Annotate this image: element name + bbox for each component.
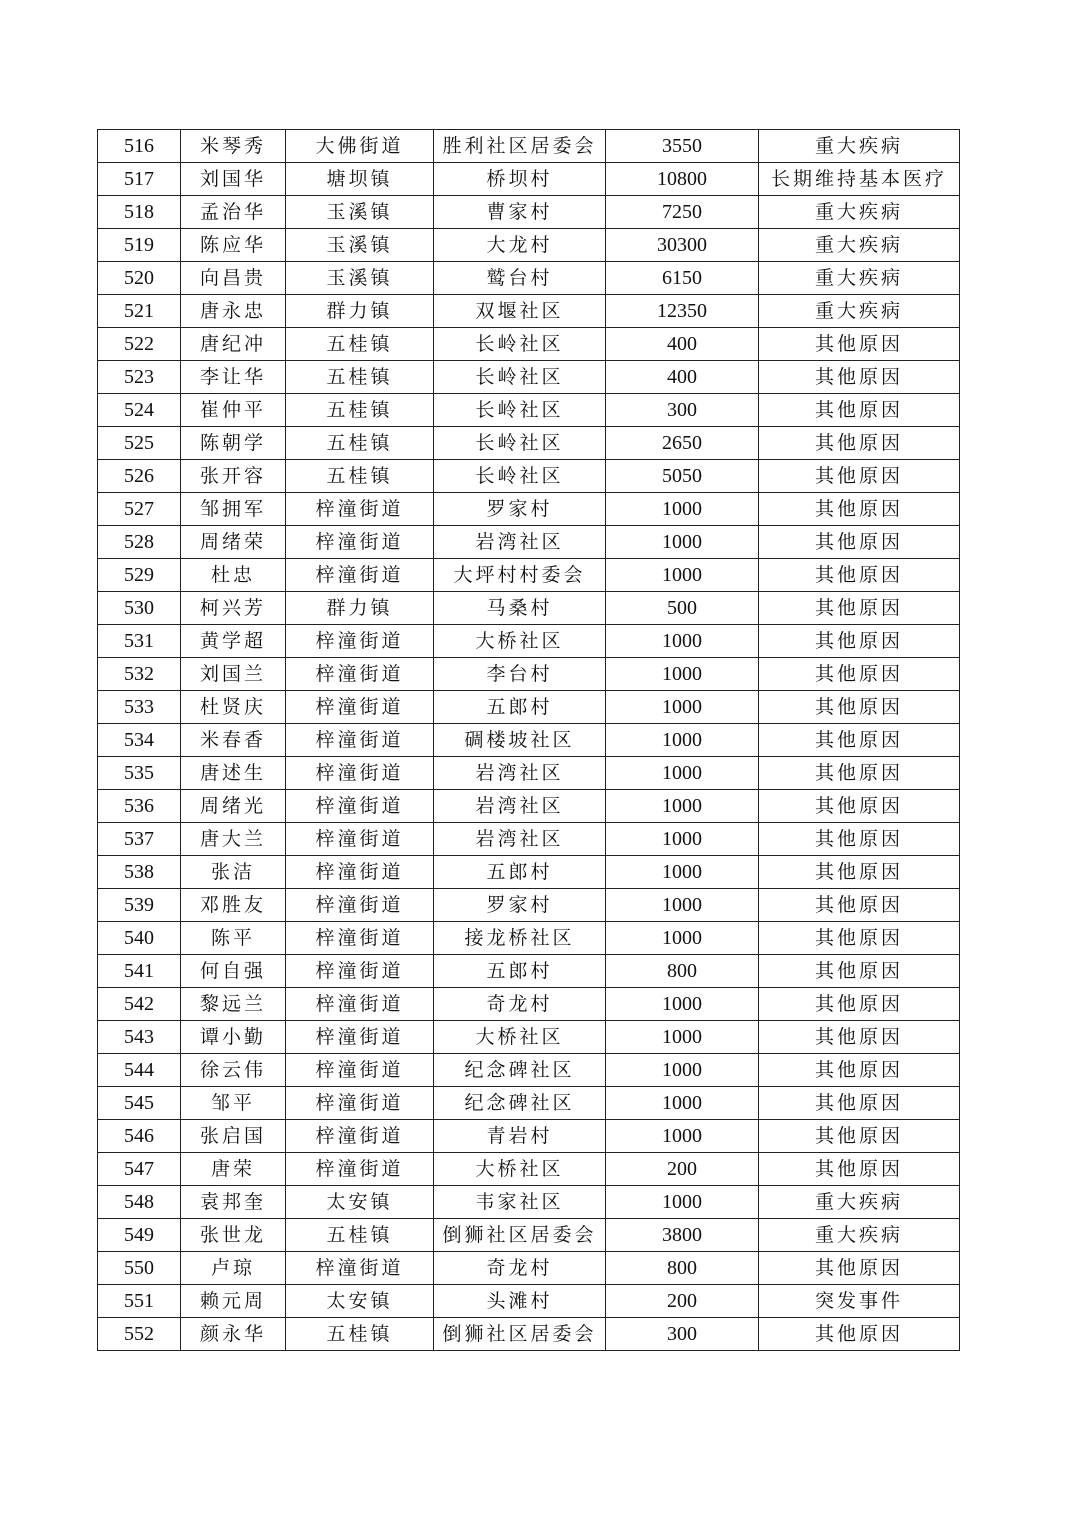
cell-row-number: 523 [98, 361, 181, 394]
cell-amount: 1000 [606, 856, 759, 889]
cell-amount: 1000 [606, 1186, 759, 1219]
cell-name: 向昌贵 [181, 262, 286, 295]
cell-amount: 800 [606, 1252, 759, 1285]
cell-reason: 其他原因 [759, 1087, 960, 1120]
cell-town: 玉溪镇 [286, 262, 434, 295]
cell-community: 大桥社区 [434, 625, 606, 658]
cell-amount: 1000 [606, 559, 759, 592]
cell-amount: 1000 [606, 988, 759, 1021]
table-row [98, 691, 960, 724]
cell-amount: 1000 [606, 1120, 759, 1153]
cell-community: 鹫台村 [434, 262, 606, 295]
cell-name: 周绪光 [181, 790, 286, 823]
table-row [98, 394, 960, 427]
cell-reason: 其他原因 [759, 790, 960, 823]
table-row [98, 625, 960, 658]
cell-row-number: 547 [98, 1153, 181, 1186]
cell-amount: 1000 [606, 790, 759, 823]
table-row [98, 361, 960, 394]
cell-row-number: 532 [98, 658, 181, 691]
table-row [98, 1219, 960, 1252]
cell-town: 五桂镇 [286, 361, 434, 394]
cell-town: 梓潼街道 [286, 1087, 434, 1120]
cell-row-number: 540 [98, 922, 181, 955]
cell-name: 张洁 [181, 856, 286, 889]
cell-name: 唐纪冲 [181, 328, 286, 361]
cell-amount: 7250 [606, 196, 759, 229]
cell-community: 青岩村 [434, 1120, 606, 1153]
cell-town: 梓潼街道 [286, 823, 434, 856]
cell-name: 陈朝学 [181, 427, 286, 460]
cell-row-number: 524 [98, 394, 181, 427]
table-row [98, 328, 960, 361]
cell-row-number: 541 [98, 955, 181, 988]
cell-town: 太安镇 [286, 1186, 434, 1219]
table-row [98, 856, 960, 889]
cell-reason: 重大疾病 [759, 130, 960, 163]
cell-reason: 其他原因 [759, 460, 960, 493]
cell-name: 李让华 [181, 361, 286, 394]
table-row [98, 790, 960, 823]
cell-community: 胜利社区居委会 [434, 130, 606, 163]
cell-reason: 重大疾病 [759, 229, 960, 262]
cell-name: 崔仲平 [181, 394, 286, 427]
cell-amount: 200 [606, 1153, 759, 1186]
cell-amount: 300 [606, 394, 759, 427]
cell-row-number: 531 [98, 625, 181, 658]
cell-amount: 1000 [606, 922, 759, 955]
cell-town: 梓潼街道 [286, 724, 434, 757]
cell-reason: 重大疾病 [759, 262, 960, 295]
cell-amount: 400 [606, 328, 759, 361]
cell-row-number: 530 [98, 592, 181, 625]
cell-town: 群力镇 [286, 592, 434, 625]
cell-reason: 其他原因 [759, 856, 960, 889]
cell-amount: 800 [606, 955, 759, 988]
table-row [98, 493, 960, 526]
cell-name: 何自强 [181, 955, 286, 988]
table-row [98, 988, 960, 1021]
table-row [98, 1318, 960, 1351]
cell-reason: 其他原因 [759, 658, 960, 691]
cell-community: 奇龙村 [434, 1252, 606, 1285]
cell-reason: 其他原因 [759, 328, 960, 361]
cell-row-number: 537 [98, 823, 181, 856]
cell-name: 邹平 [181, 1087, 286, 1120]
table-row [98, 163, 960, 196]
table-row [98, 130, 960, 163]
cell-community: 碉楼坡社区 [434, 724, 606, 757]
cell-community: 岩湾社区 [434, 757, 606, 790]
cell-row-number: 549 [98, 1219, 181, 1252]
cell-amount: 1000 [606, 889, 759, 922]
cell-reason: 其他原因 [759, 394, 960, 427]
table-row [98, 427, 960, 460]
cell-amount: 3550 [606, 130, 759, 163]
cell-name: 孟治华 [181, 196, 286, 229]
cell-community: 长岭社区 [434, 427, 606, 460]
cell-reason: 其他原因 [759, 889, 960, 922]
cell-row-number: 525 [98, 427, 181, 460]
cell-town: 五桂镇 [286, 394, 434, 427]
cell-community: 纪念碑社区 [434, 1087, 606, 1120]
cell-row-number: 538 [98, 856, 181, 889]
cell-name: 杜贤庆 [181, 691, 286, 724]
cell-town: 玉溪镇 [286, 196, 434, 229]
cell-name: 刘国兰 [181, 658, 286, 691]
cell-name: 张世龙 [181, 1219, 286, 1252]
cell-reason: 其他原因 [759, 361, 960, 394]
cell-amount: 1000 [606, 1054, 759, 1087]
cell-row-number: 521 [98, 295, 181, 328]
cell-name: 张开容 [181, 460, 286, 493]
table-row [98, 295, 960, 328]
cell-name: 柯兴芳 [181, 592, 286, 625]
cell-town: 梓潼街道 [286, 658, 434, 691]
table-row [98, 823, 960, 856]
cell-town: 玉溪镇 [286, 229, 434, 262]
cell-community: 倒狮社区居委会 [434, 1318, 606, 1351]
cell-reason: 重大疾病 [759, 295, 960, 328]
table-body [98, 130, 960, 1351]
cell-row-number: 548 [98, 1186, 181, 1219]
cell-community: 大龙村 [434, 229, 606, 262]
cell-row-number: 542 [98, 988, 181, 1021]
cell-reason: 其他原因 [759, 1153, 960, 1186]
cell-name: 徐云伟 [181, 1054, 286, 1087]
cell-name: 颜永华 [181, 1318, 286, 1351]
table-row [98, 460, 960, 493]
cell-row-number: 544 [98, 1054, 181, 1087]
cell-row-number: 529 [98, 559, 181, 592]
cell-name: 唐述生 [181, 757, 286, 790]
cell-amount: 5050 [606, 460, 759, 493]
cell-community: 桥坝村 [434, 163, 606, 196]
cell-reason: 其他原因 [759, 757, 960, 790]
cell-name: 邓胜友 [181, 889, 286, 922]
cell-row-number: 520 [98, 262, 181, 295]
cell-amount: 1000 [606, 658, 759, 691]
cell-town: 大佛街道 [286, 130, 434, 163]
cell-town: 梓潼街道 [286, 1054, 434, 1087]
cell-town: 梓潼街道 [286, 922, 434, 955]
cell-name: 陈应华 [181, 229, 286, 262]
cell-row-number: 516 [98, 130, 181, 163]
cell-amount: 400 [606, 361, 759, 394]
cell-community: 岩湾社区 [434, 823, 606, 856]
assistance-table [97, 129, 960, 1351]
cell-name: 周绪荣 [181, 526, 286, 559]
cell-name: 米春香 [181, 724, 286, 757]
cell-community: 双堰社区 [434, 295, 606, 328]
table-row [98, 262, 960, 295]
cell-reason: 其他原因 [759, 955, 960, 988]
cell-name: 唐永忠 [181, 295, 286, 328]
cell-town: 梓潼街道 [286, 790, 434, 823]
cell-reason: 其他原因 [759, 823, 960, 856]
cell-town: 五桂镇 [286, 328, 434, 361]
cell-reason: 其他原因 [759, 1252, 960, 1285]
cell-amount: 1000 [606, 691, 759, 724]
cell-row-number: 534 [98, 724, 181, 757]
cell-community: 接龙桥社区 [434, 922, 606, 955]
cell-reason: 其他原因 [759, 691, 960, 724]
cell-community: 大桥社区 [434, 1021, 606, 1054]
cell-reason: 其他原因 [759, 559, 960, 592]
cell-community: 纪念碑社区 [434, 1054, 606, 1087]
cell-community: 五郎村 [434, 955, 606, 988]
cell-name: 袁邦奎 [181, 1186, 286, 1219]
cell-reason: 其他原因 [759, 625, 960, 658]
table-row [98, 1252, 960, 1285]
cell-community: 罗家村 [434, 493, 606, 526]
cell-town: 梓潼街道 [286, 625, 434, 658]
cell-name: 黎远兰 [181, 988, 286, 1021]
cell-amount: 200 [606, 1285, 759, 1318]
cell-row-number: 552 [98, 1318, 181, 1351]
cell-row-number: 536 [98, 790, 181, 823]
cell-amount: 1000 [606, 823, 759, 856]
cell-community: 五郎村 [434, 856, 606, 889]
table-row [98, 757, 960, 790]
cell-reason: 重大疾病 [759, 196, 960, 229]
table-row [98, 1087, 960, 1120]
cell-row-number: 522 [98, 328, 181, 361]
cell-amount: 12350 [606, 295, 759, 328]
cell-community: 岩湾社区 [434, 526, 606, 559]
cell-town: 梓潼街道 [286, 1021, 434, 1054]
cell-community: 曹家村 [434, 196, 606, 229]
cell-name: 唐大兰 [181, 823, 286, 856]
cell-amount: 1000 [606, 1087, 759, 1120]
table-row [98, 526, 960, 559]
cell-row-number: 543 [98, 1021, 181, 1054]
cell-name: 米琴秀 [181, 130, 286, 163]
table-row [98, 658, 960, 691]
cell-town: 梓潼街道 [286, 856, 434, 889]
cell-community: 大桥社区 [434, 1153, 606, 1186]
cell-amount: 300 [606, 1318, 759, 1351]
table-row [98, 1153, 960, 1186]
cell-community: 长岭社区 [434, 394, 606, 427]
cell-community: 罗家村 [434, 889, 606, 922]
cell-community: 李台村 [434, 658, 606, 691]
table-row [98, 196, 960, 229]
table-row [98, 1054, 960, 1087]
cell-row-number: 518 [98, 196, 181, 229]
cell-row-number: 535 [98, 757, 181, 790]
cell-town: 五桂镇 [286, 1318, 434, 1351]
cell-amount: 10800 [606, 163, 759, 196]
cell-community: 五郎村 [434, 691, 606, 724]
cell-town: 梓潼街道 [286, 955, 434, 988]
cell-community: 大坪村村委会 [434, 559, 606, 592]
cell-reason: 其他原因 [759, 922, 960, 955]
cell-row-number: 533 [98, 691, 181, 724]
cell-reason: 其他原因 [759, 1021, 960, 1054]
cell-row-number: 528 [98, 526, 181, 559]
cell-town: 塘坝镇 [286, 163, 434, 196]
cell-name: 陈平 [181, 922, 286, 955]
table-row [98, 955, 960, 988]
cell-amount: 2650 [606, 427, 759, 460]
cell-town: 梓潼街道 [286, 493, 434, 526]
cell-reason: 长期维持基本医疗 [759, 163, 960, 196]
cell-community: 岩湾社区 [434, 790, 606, 823]
cell-amount: 1000 [606, 526, 759, 559]
table-row [98, 559, 960, 592]
cell-community: 奇龙村 [434, 988, 606, 1021]
cell-amount: 6150 [606, 262, 759, 295]
cell-town: 梓潼街道 [286, 559, 434, 592]
cell-reason: 其他原因 [759, 1318, 960, 1351]
cell-community: 长岭社区 [434, 361, 606, 394]
table-row [98, 1021, 960, 1054]
cell-reason: 其他原因 [759, 427, 960, 460]
cell-reason: 其他原因 [759, 493, 960, 526]
cell-row-number: 519 [98, 229, 181, 262]
cell-row-number: 551 [98, 1285, 181, 1318]
cell-town: 太安镇 [286, 1285, 434, 1318]
cell-town: 梓潼街道 [286, 1252, 434, 1285]
cell-town: 群力镇 [286, 295, 434, 328]
cell-town: 五桂镇 [286, 1219, 434, 1252]
cell-community: 长岭社区 [434, 460, 606, 493]
cell-amount: 500 [606, 592, 759, 625]
cell-community: 韦家社区 [434, 1186, 606, 1219]
cell-town: 梓潼街道 [286, 757, 434, 790]
cell-town: 五桂镇 [286, 427, 434, 460]
cell-amount: 3800 [606, 1219, 759, 1252]
cell-community: 头滩村 [434, 1285, 606, 1318]
cell-amount: 30300 [606, 229, 759, 262]
cell-row-number: 546 [98, 1120, 181, 1153]
cell-reason: 其他原因 [759, 724, 960, 757]
cell-reason: 其他原因 [759, 592, 960, 625]
cell-row-number: 545 [98, 1087, 181, 1120]
cell-amount: 1000 [606, 724, 759, 757]
cell-amount: 1000 [606, 1021, 759, 1054]
cell-name: 卢琼 [181, 1252, 286, 1285]
cell-row-number: 527 [98, 493, 181, 526]
cell-amount: 1000 [606, 493, 759, 526]
cell-town: 梓潼街道 [286, 988, 434, 1021]
table-row [98, 724, 960, 757]
cell-town: 五桂镇 [286, 460, 434, 493]
cell-reason: 其他原因 [759, 1054, 960, 1087]
cell-amount: 1000 [606, 757, 759, 790]
cell-row-number: 550 [98, 1252, 181, 1285]
cell-reason: 其他原因 [759, 526, 960, 559]
cell-reason: 其他原因 [759, 1120, 960, 1153]
cell-name: 谭小勤 [181, 1021, 286, 1054]
cell-name: 唐荣 [181, 1153, 286, 1186]
table-row [98, 1285, 960, 1318]
table-row [98, 229, 960, 262]
cell-row-number: 539 [98, 889, 181, 922]
table-row [98, 592, 960, 625]
table-row [98, 1186, 960, 1219]
cell-row-number: 517 [98, 163, 181, 196]
cell-reason: 突发事件 [759, 1285, 960, 1318]
cell-name: 邹拥军 [181, 493, 286, 526]
cell-name: 刘国华 [181, 163, 286, 196]
table-row [98, 1120, 960, 1153]
cell-row-number: 526 [98, 460, 181, 493]
cell-town: 梓潼街道 [286, 526, 434, 559]
cell-town: 梓潼街道 [286, 691, 434, 724]
cell-community: 倒狮社区居委会 [434, 1219, 606, 1252]
cell-reason: 重大疾病 [759, 1186, 960, 1219]
cell-town: 梓潼街道 [286, 1153, 434, 1186]
table-row [98, 889, 960, 922]
table-row [98, 922, 960, 955]
cell-reason: 重大疾病 [759, 1219, 960, 1252]
cell-name: 赖元周 [181, 1285, 286, 1318]
cell-name: 黄学超 [181, 625, 286, 658]
cell-community: 长岭社区 [434, 328, 606, 361]
cell-name: 杜忠 [181, 559, 286, 592]
cell-reason: 其他原因 [759, 988, 960, 1021]
cell-town: 梓潼街道 [286, 889, 434, 922]
assistance-table-container [97, 129, 959, 1351]
cell-town: 梓潼街道 [286, 1120, 434, 1153]
cell-community: 马桑村 [434, 592, 606, 625]
cell-name: 张启国 [181, 1120, 286, 1153]
cell-amount: 1000 [606, 625, 759, 658]
